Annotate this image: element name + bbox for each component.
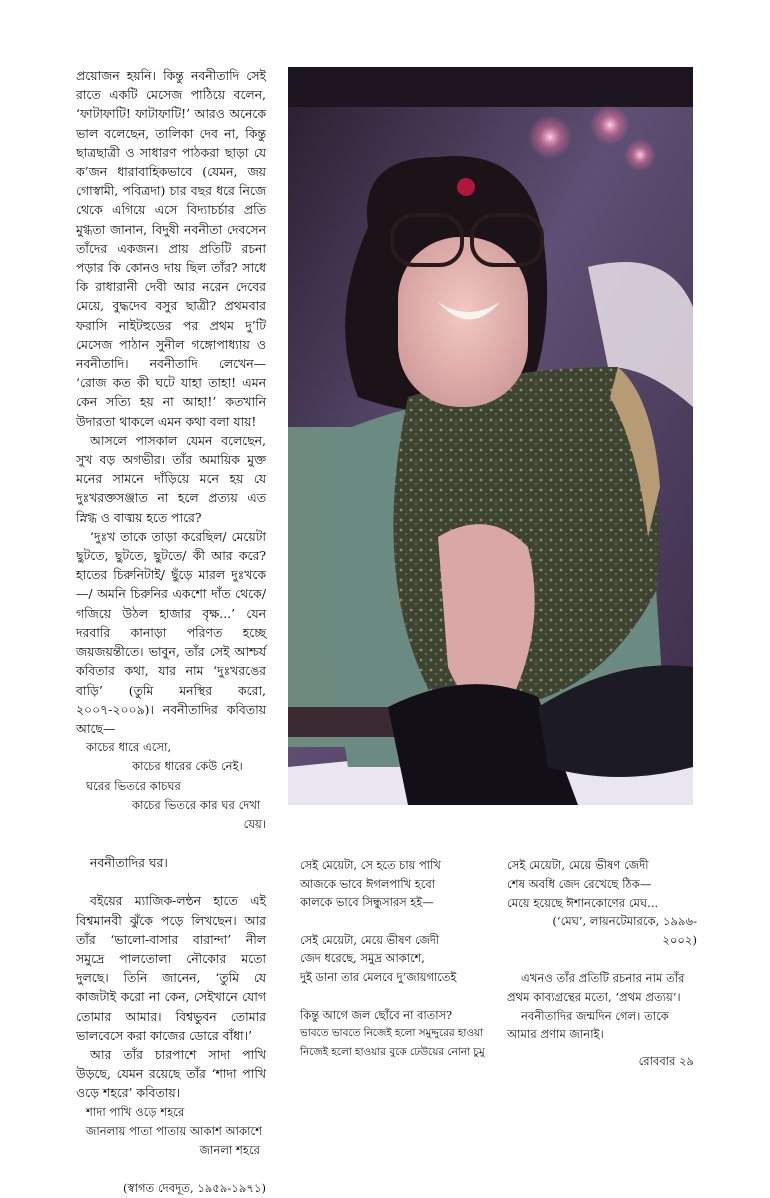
page-footer: রোববার ২৯	[638, 1054, 694, 1068]
verse-line: সেই মেয়েটা, মেয়ে ভীষণ জেদী	[300, 932, 440, 947]
verse-line: কাচের ধারে এসো,	[86, 740, 172, 755]
stanza-2	[300, 931, 500, 987]
middle-column-poem	[300, 856, 500, 1061]
verse-line: জানলায় পাতা পাতায় আকাশ আকাশে	[86, 1123, 263, 1138]
paragraph-1: প্রয়োজন হয়নি। কিন্তু নবনীতাদি সেই রাতে একটি মেসেজ পাঠিয়ে বলেন, ‘ফাটাফাটি! ফাটাফাটি!’ আরও অনেকে ভাল বলেছেন, তালিকা দেব না, কিন্তু ছাত্রছাত্রী ও সাধারণ পাঠকরা ছাড়া যে ক’জন ধারাবাহিকভাবে (যেমন, জয় গোস্বামী, পবিত্রদা) চার বছর ধরে নিজে থেকে এগিয়ে এসে বিদ্যাচর্চার প্রতি মুগ্ধতা জানান, বিদুষী নবনীতা দেবসেন তাঁদের একজন। প্রায় প্রতিটি রচনা পড়ার কি কোনও দায় ছিল তাঁর? সাধে কি রাধারানী দেবী আর নরেন দেবের মেয়ে, বুদ্ধদেব বসুর ছাত্রী? প্রথমবার ফরাসি নাইটহুডের পর প্রথম দু’টি মেসেজ পাঠান সুনীল গঙ্গোপাধ্যায় ও নবনীতাদি। নবনীতাদি লেখেন— ‘রোজ কত কী ঘটে যাহা তাহা! এমন কেন সত্যি হয় না আহা!’ কতখানি উদারতা থাকলে এমন কথা বলা যায়!	[76, 68, 266, 429]
right-column	[507, 856, 697, 1044]
verse-line: কিন্তু আগে জল ছোঁবে না বাতাস?	[300, 1007, 453, 1022]
paragraph-6: এখনও তাঁর প্রতিটি রচনার নাম তাঁর প্রথম কাব্যগ্রন্থের মতো, ‘প্রথম প্রত্যয়’।	[507, 970, 685, 1004]
poem-white-bird	[76, 1103, 266, 1161]
verse-line: কাচের ধারের কেউ নেই।	[132, 759, 243, 774]
stanza-3	[300, 1006, 500, 1062]
verse-line: জেদ ধরেছে, সমুদ্র আকাশে,	[300, 951, 425, 966]
paragraph-2: আসলে পাসকাল যেমন বলেছেন, সুখ বড় অগভীর। তাঁর অমায়িক মুক্ত মনের সামনে দাঁড়িয়ে মনে হয় যে দুঃখরক্তসঞ্জাত না হলে প্রত্যয় এত স্নিগ্ধ ও বাঙ্ময় হতে পারে?	[76, 432, 266, 525]
verse-line: ঘরের ভিতরে কাচঘর	[86, 778, 181, 793]
verse-line: শাদা পাখি ওড়ে শহরে	[86, 1104, 185, 1119]
verse-line: সেই মেয়েটা, সে হতে চায় পাখি	[300, 858, 441, 872]
left-column	[76, 66, 266, 1198]
verse-line: আজকে ভাবে ঈগলপাখি হবো	[300, 876, 435, 891]
paragraph-5: আর তাঁর চারপাশে সাদা পাখি উড়ছে, যেমন রয়েছে তাঁর ‘শাদা পাখি ওড়ে শহরে’ কবিতায়।	[76, 1046, 266, 1101]
portrait-photo	[288, 67, 693, 805]
verse-line: কালকে ভাবে সিন্ধুসারস হই—	[300, 895, 434, 910]
stanza-1	[300, 856, 500, 912]
poem-credit-line: (‘মেঘ’, লায়নটেমারকে, ১৯৯৬-	[552, 914, 697, 929]
paragraph-verse-end: নবনীতাদির ঘর।	[90, 855, 168, 871]
poem-credit: (স্বাগত দেবদূত, ১৯৫৯-১৯৭১)	[123, 1181, 266, 1196]
paragraph-4: বইয়ের ম্যাজিক-লন্ঠন হাতে এই বিশ্বমানবী ঝুঁকে পড়ে লিখছেন। আর তাঁর ‘ভালো-বাসার বারান্দা’ নীল সমুদ্রে পালতোলা নৌকোর মতো দুলছে। তিনি জানেন, ‘তুমি যে কাজটাই করো না কেন, সেইখানে যোগ তোমার আমার। বিশ্বভুবন তোমার ভালবেসে করা কাজের ডোরে বাঁধা।’	[76, 893, 266, 1043]
verse-line: দুই ডানা তার মেলবে দু’জায়গাতেই	[300, 969, 457, 984]
verse-line: জানলা শহরে	[199, 1142, 260, 1157]
verse-line: কাচের ভিতরে কার ঘর দেখা	[132, 797, 261, 812]
poem-glass-house	[76, 738, 266, 834]
verse-line: নিজেই হলো হাওয়ার বুকে ঢেউয়ের নোনা চুমু	[300, 1045, 485, 1058]
verse-line: সেই মেয়েটা, মেয়ে ভীষণ জেদী	[507, 858, 649, 872]
paragraph-3: ‘দুঃখ তাকে তাড়া করেছিল/ মেয়েটা ছুটতে, ছুটতে, ছুটতে/ কী আর করে? হাতের চিরুনিটাই/ ছুঁড়ে মারল দুঃখকে—/ অমনি চিরুনির একশো দাঁত থেকে/ গজিয়ে উঠল হাজার বৃক্ষ...’ যেন দরবারি কানাড়া পরিণত হচ্ছে জয়জয়ন্তীতে। ভাবুন, তাঁর সেই আশ্চর্য কবিতার কথা, যার নাম ‘দুঃখরঙের বাড়ি’ (তুমি মনস্থির করো, ২০০৭-২০০৯)। নবনীতাদির কবিতায় আছে—	[76, 528, 266, 736]
poem-credit-line: ২০০২)	[662, 933, 697, 948]
paragraph-7: নবনীতাদির জন্মদিন গেল। তাকে আমার প্রণাম জানাই।	[507, 1008, 669, 1042]
stanza-cloud	[507, 856, 697, 912]
verse-line: যেয়।	[243, 816, 266, 831]
verse-line: শেষ অবধি জেদ রেখেছে ঠিক—	[507, 876, 652, 891]
verse-line: মেয়ে হয়েছে ঈশানকোণের মেঘ...	[507, 895, 659, 910]
verse-line: ভাবতে ভাবতে নিজেই হলো সমুদ্দুরের হাওয়া	[300, 1027, 484, 1040]
